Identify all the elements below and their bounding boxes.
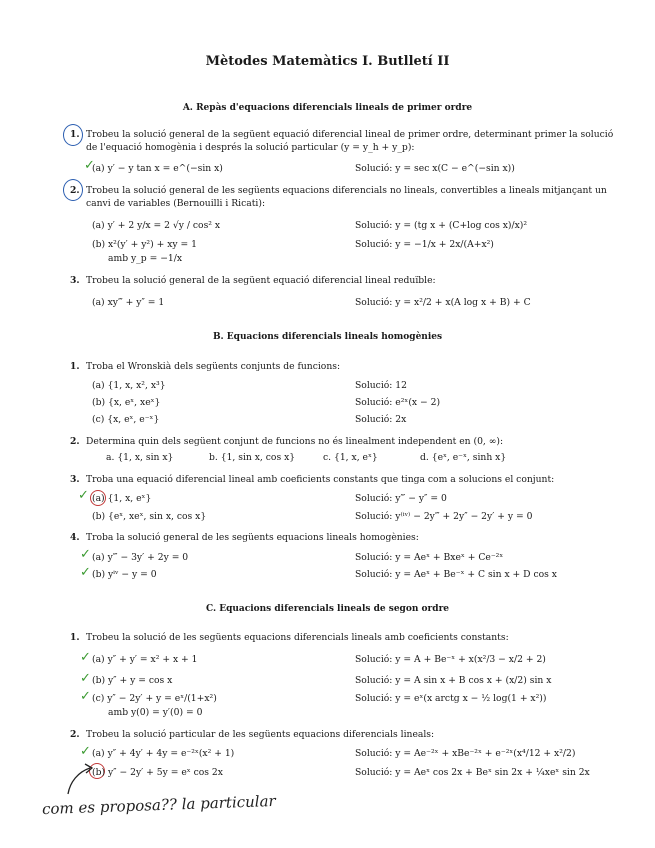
a-q2-solution-a: Solució: y = (tg x + (C+log cos x)/x)² [355, 220, 528, 231]
b-q1-solution-c: Solució: 2x [355, 414, 407, 425]
b-q2-option-c: c. {1, x, eˣ} [323, 452, 378, 463]
b-q3-solution-a: Solució: y‴ − y″ = 0 [355, 493, 447, 504]
c-q2-number: 2. [70, 729, 80, 740]
c-q2-solution-a: Solució: y = Ae⁻²ˣ + xBe⁻²ˣ + e⁻²ˣ(x⁴/12 + x²/2) [355, 748, 576, 759]
check-mark-icon: ✓ [84, 158, 95, 173]
section-c-title: C. Equacions diferencials lineals de segon ordre [205, 604, 450, 614]
b-q1-solution-a: Solució: 12 [355, 380, 408, 391]
b-q1-number: 1. [70, 361, 80, 372]
c-q1-text: Trobeu la solució de les següents equacions diferencials lineals amb coeficients constants: [86, 632, 509, 643]
c-q1-solution-b: Solució: y = A sin x + B cos x + (x/2) sin x [355, 675, 552, 686]
check-mark-icon: ✓ [80, 689, 91, 704]
b-q4-solution-b: Solució: y = Aeˣ + Be⁻ˣ + C sin x + D cos x [355, 569, 557, 580]
b-q1-solution-b: Solució: e²ˣ(x − 2) [355, 397, 441, 408]
b-q2-option-d: d. {eˣ, e⁻ˣ, sinh x} [420, 452, 507, 463]
a-q2-item-b: (b) x²(y′ + y²) + xy = 1 [92, 239, 197, 250]
a-q2-text-2: canvi de variables (Bernouilli i Ricati): [86, 198, 266, 209]
a-q1-item-a: (a) y′ − y tan x = e^(−sin x) [92, 163, 223, 174]
a-q2-solution-b: Solució: y = −1/x + 2x/(A+x²) [355, 239, 494, 250]
b-q2-text: Determina quin dels següent conjunt de funcions no és linealment independent en (0, ∞): [86, 436, 504, 447]
a-q2-item-a: (a) y′ + 2 y/x = 2 √y / cos² x [92, 220, 221, 231]
b-q4-solution-a: Solució: y = Aeˣ + Bxeˣ + Ce⁻²ˣ [355, 552, 504, 563]
a-q3-item-a: (a) xy‴ + y″ = 1 [92, 297, 165, 308]
b-q3-item-a: (a) {1, x, eˣ} [92, 493, 152, 504]
b-q3-item-b: (b) {eˣ, xeˣ, sin x, cos x} [92, 511, 207, 522]
check-mark-icon: ✓ [78, 488, 89, 503]
check-mark-icon: ✓ [80, 547, 91, 562]
c-q1-solution-c: Solució: y = eˣ(x arctg x − ½ log(1 + x²)) [355, 693, 547, 704]
b-q3-number: 3. [70, 474, 80, 485]
a-q3-number: 3. [70, 275, 80, 286]
c-q2-item-b: (b) y″ − 2y′ + 5y = eˣ cos 2x [92, 767, 223, 778]
a-q1-number: 1. [70, 129, 80, 140]
a-q2-number: 2. [70, 185, 80, 196]
b-q3-text: Troba una equació diferencial lineal amb coeficients constants que tinga com a solucions el conjunt: [86, 474, 555, 485]
c-q1-item-b: (b) y″ + y = cos x [92, 675, 173, 686]
a-q2-item-b-condition: amb y_p = −1/x [108, 253, 183, 264]
b-q4-item-b: (b) yⁱᵛ − y = 0 [92, 569, 157, 580]
b-q2-option-b: b. {1, sin x, cos x} [209, 452, 296, 463]
c-q1-item-c-condition: amb y(0) = y′(0) = 0 [108, 707, 203, 718]
b-q3-solution-b: Solució: y⁽ⁱᵛ⁾ − 2y‴ + 2y″ − 2y′ + y = 0 [355, 511, 533, 522]
c-q1-solution-a: Solució: y = A + Be⁻ˣ + x(x²/3 − x/2 + 2) [355, 654, 546, 665]
c-q2-solution-b: Solució: y = Aeˣ cos 2x + Beˣ sin 2x + ¼xeˣ sin 2x [355, 767, 590, 778]
c-q1-number: 1. [70, 632, 80, 643]
a-q1-text-1: Trobeu la solució general de la següent equació diferencial lineal de primer ordre, determinant primer la solució [86, 129, 614, 140]
b-q1-item-b: (b) {x, eˣ, xeˣ} [92, 397, 161, 408]
b-q1-item-c: (c) {x, eˣ, e⁻ˣ} [92, 414, 160, 425]
check-mark-icon: ✓ [80, 744, 91, 759]
a-q3-solution-a: Solució: y = x²/2 + x(A log x + B) + C [355, 297, 531, 308]
b-q1-item-a: (a) {1, x, x², x³} [92, 380, 166, 391]
a-q1-text-2: de l'equació homogènia i després la solució particular (y = y_h + y_p): [86, 142, 415, 153]
b-q4-text: Troba la solució general de les següents equacions lineals homogènies: [86, 532, 419, 543]
a-q1-solution-a: Solució: y = sec x(C − e^(−sin x)) [355, 163, 515, 174]
section-a-title: A. Repàs d'equacions diferencials lineals de primer ordre [182, 103, 473, 113]
c-q2-text: Trobeu la solució particular de les següents equacions diferencials lineals: [86, 729, 435, 740]
b-q2-option-a: a. {1, x, sin x} [106, 452, 174, 463]
c-q1-item-a: (a) y″ + y′ = x² + x + 1 [92, 654, 198, 665]
b-q4-number: 4. [70, 532, 80, 543]
b-q4-item-a: (a) y‴ − 3y′ + 2y = 0 [92, 552, 189, 563]
section-b-title: B. Equacions diferencials lineals homogènies [212, 332, 443, 342]
b-q2-number: 2. [70, 436, 80, 447]
a-q2-text-1: Trobeu la solució general de les següents equacions diferencials no lineals, convertibles a lineals mitjançant un [86, 185, 607, 196]
page-title: Mètodes Matemàtics I. Butlletí II [205, 54, 450, 69]
a-q3-text: Trobeu la solució general de la següent equació diferencial lineal reduïble: [86, 275, 436, 286]
b-q1-text: Troba el Wronskià dels següents conjunts de funcions: [86, 361, 341, 372]
handwritten-note: com es proposa?? la particular [41, 791, 276, 819]
check-mark-icon: ✓ [80, 565, 91, 580]
c-q1-item-c: (c) y″ − 2y′ + y = eˣ/(1+x²) [92, 693, 217, 704]
check-mark-icon: ✓ [80, 671, 91, 686]
c-q2-item-a: (a) y″ + 4y′ + 4y = e⁻²ˣ(x² + 1) [92, 748, 235, 759]
check-mark-icon: ✓ [80, 650, 91, 665]
